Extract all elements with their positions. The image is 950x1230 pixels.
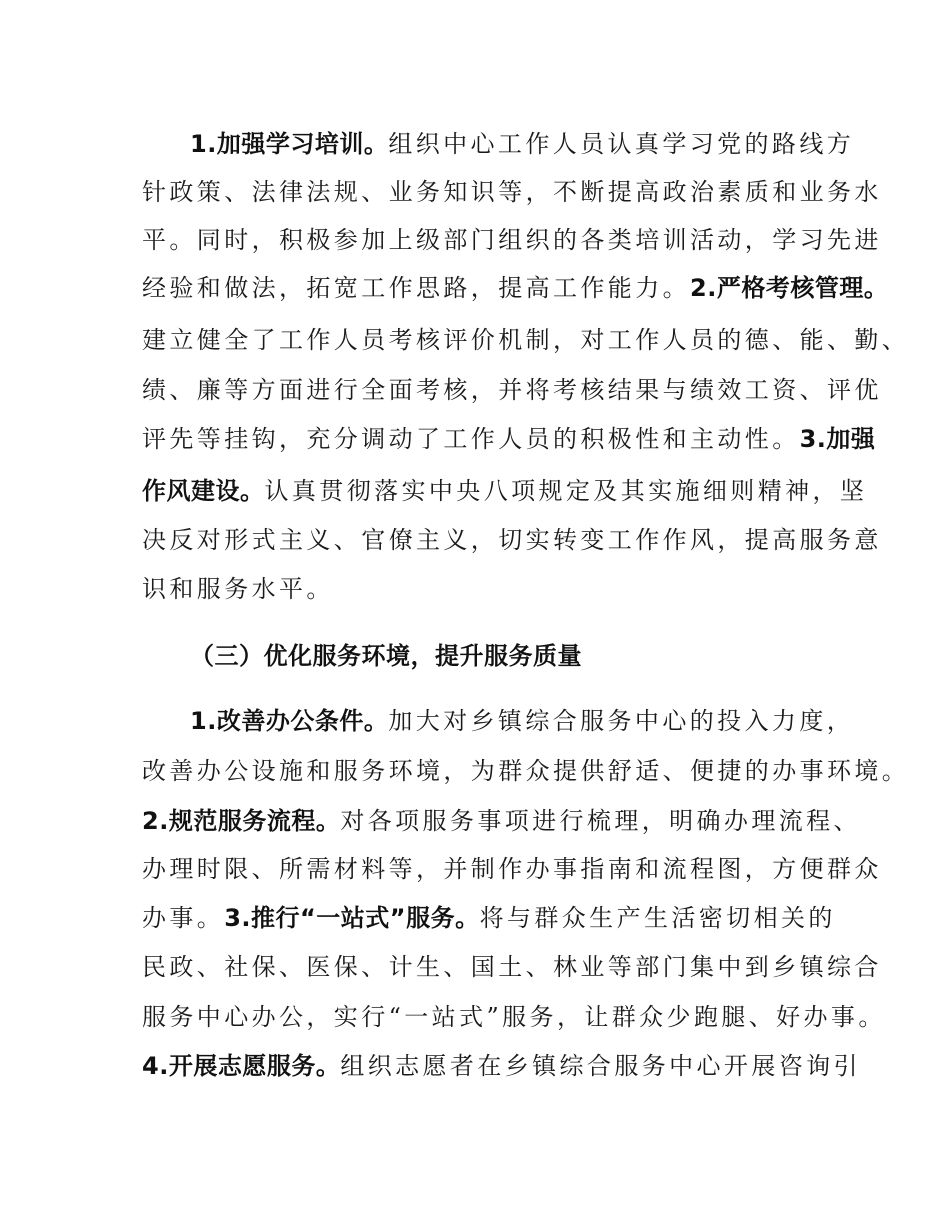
bold-run: 4.开展志愿服务。 — [142, 1052, 341, 1080]
bold-run: 1.加强学习培训。 — [190, 130, 389, 158]
text-run: 对各项服务事项进行梳理，明确办理流程、 — [340, 807, 861, 835]
bold-run: 3.加强 — [799, 425, 876, 453]
bold-run: 3.推行“一站式”服务。 — [224, 904, 480, 932]
section-heading — [190, 636, 582, 676]
text-line-7 — [142, 419, 875, 459]
text-line-16 — [142, 947, 882, 987]
text-run: 针政策、法律法规、业务知识等，不断提高政治素质和业务水 — [142, 178, 882, 206]
text-run: 加大对乡镇综合服务中心的投入力度， — [388, 707, 855, 735]
text-line-14 — [142, 849, 882, 889]
text-line-17 — [142, 997, 886, 1037]
text-run: 绩、廉等方面进行全面考核，并将考核结果与绩效工资、评优 — [142, 376, 882, 404]
text-run: 识和服务水平。 — [142, 575, 334, 603]
text-run: 改善办公设施和服务环境，为群众提供舒适、便捷的办事环境。 — [142, 757, 910, 785]
text-run: 办事。 — [142, 904, 225, 932]
text-run: 平。同时，积极参加上级部门组织的各类培训活动，学习先进 — [142, 226, 882, 254]
text-line-13 — [142, 801, 861, 841]
text-run: 决反对形式主义、官僚主义，切实转变工作作风，提高服务意 — [142, 526, 882, 554]
text-line-8 — [142, 471, 867, 511]
text-line-1 — [190, 124, 854, 164]
text-line-10 — [142, 569, 334, 609]
text-line-12 — [142, 751, 909, 791]
text-run: 民政、社保、医保、计生、国土、林业等部门集中到乡镇综合 — [142, 953, 882, 981]
bold-run: 作风建设。 — [142, 477, 265, 505]
text-run: 认真贯彻落实中央八项规定及其实施细则精神，坚 — [264, 477, 868, 505]
text-line-11 — [190, 701, 854, 741]
text-run: 建立健全了工作人员考核评价机制，对工作人员的德、能、勤、 — [142, 326, 910, 354]
bold-run: 1.改善办公条件。 — [190, 707, 389, 735]
text-run: 组织中心工作人员认真学习党的路线方 — [388, 130, 855, 158]
text-line-2 — [142, 172, 882, 212]
text-line-15 — [142, 898, 836, 938]
text-run: 将与群众生产生活密切相关的 — [479, 904, 836, 932]
heading-text: （三）优化服务环境，提升服务质量 — [190, 642, 582, 670]
text-run: 经验和做法，拓宽工作思路，提高工作能力。 — [142, 274, 690, 302]
text-line-4 — [142, 268, 888, 308]
bold-run: 2.规范服务流程。 — [142, 807, 341, 835]
text-run: 组织志愿者在乡镇综合服务中心开展咨询引 — [340, 1052, 861, 1080]
text-line-6 — [142, 370, 882, 410]
text-run: 服务中心办公，实行“一站式”服务，让群众少跑腿、好办事。 — [142, 1003, 886, 1031]
text-line-5 — [142, 320, 909, 360]
text-line-9 — [142, 520, 882, 560]
bold-run: 2.严格考核管理。 — [690, 274, 889, 302]
text-run: 办理时限、所需材料等，并制作办事指南和流程图，方便群众 — [142, 855, 882, 883]
text-line-18 — [142, 1046, 861, 1086]
text-run: 评先等挂钩，充分调动了工作人员的积极性和主动性。 — [142, 425, 800, 453]
text-line-3 — [142, 220, 882, 260]
